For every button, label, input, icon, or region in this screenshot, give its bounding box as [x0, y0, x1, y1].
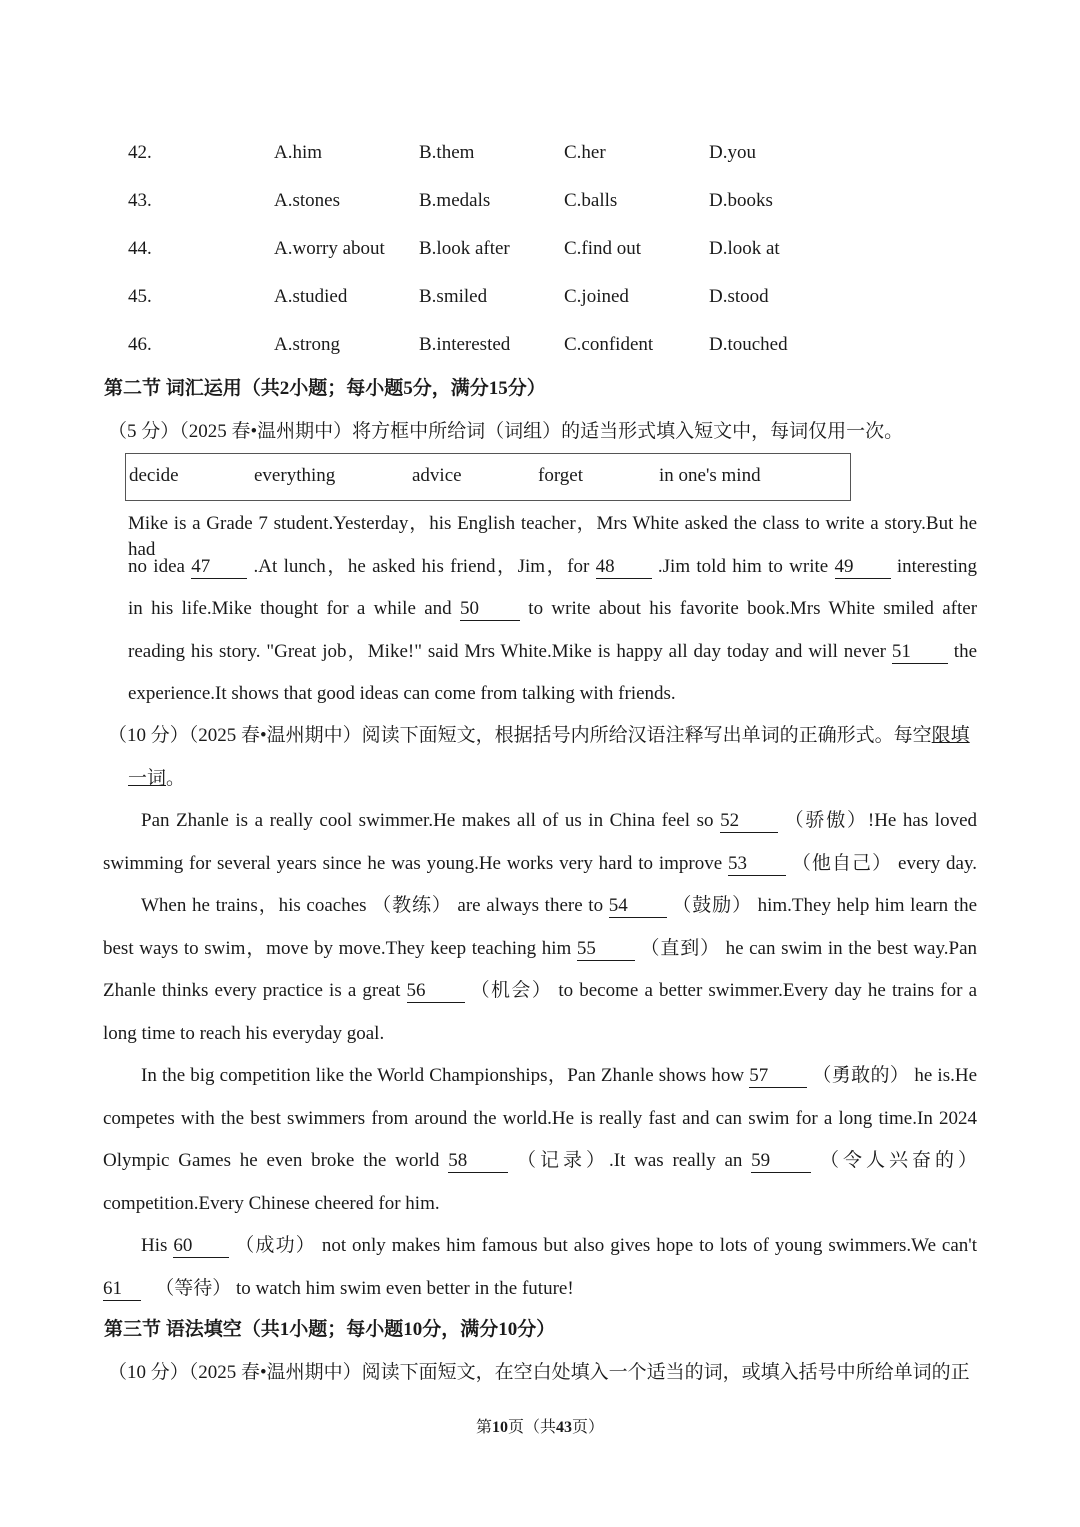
option-d: D.stood — [709, 286, 769, 307]
answer-blank[interactable]: 48 — [596, 556, 652, 579]
option-b: B.them — [419, 142, 475, 163]
option-row — [0, 140, 1080, 166]
word-option: everything — [254, 465, 336, 486]
section-heading: 第二节 词汇运用（共2小题；每小题5分，满分15分） — [104, 378, 546, 399]
word-option: in one's mind — [659, 465, 761, 486]
question-intro: （10 分）（2025 春•温州期中）阅读下面短文，根据括号内所给汉语注释写出单词的正确形式。每空限填 — [108, 725, 970, 746]
option-d: D.books — [709, 190, 773, 211]
option-row — [0, 188, 1080, 214]
option-c: C.balls — [564, 190, 618, 211]
option-c: C.joined — [564, 286, 629, 307]
passage-line: His 60 （成功） not only makes him famous but also gives hope to lots of young swimmers.We can't — [141, 1235, 978, 1256]
passage-line: no idea 47 .At lunch，he asked his friend，Jim，for 48 .Jim told him to write 49 interesting — [128, 556, 978, 577]
option-d: D.touched — [709, 334, 788, 355]
option-row — [0, 332, 1080, 358]
answer-blank[interactable]: 56 — [407, 980, 465, 1003]
word-option: forget — [538, 465, 584, 486]
question-number: 45. — [128, 286, 152, 307]
option-d: D.look at — [709, 238, 780, 259]
option-c: C.her — [564, 142, 606, 163]
question-number: 42. — [128, 142, 152, 163]
option-d: D.you — [709, 142, 756, 163]
word-box — [125, 453, 851, 501]
page-footer: 第10页（共43页） — [475, 1419, 605, 1436]
answer-blank[interactable]: 49 — [835, 556, 891, 579]
option-a: A.worry about — [274, 238, 385, 259]
question-number: 46. — [128, 334, 152, 355]
option-a: A.strong — [274, 334, 340, 355]
answer-blank[interactable]: 58 — [448, 1150, 508, 1173]
option-a: A.stones — [274, 190, 340, 211]
question-intro: （10 分）（2025 春•温州期中）阅读下面短文，在空白处填入一个适当的词，或填入括号中所给单词的正 — [108, 1362, 970, 1383]
answer-blank[interactable]: 57 — [749, 1065, 807, 1088]
answer-blank[interactable]: 52 — [720, 810, 778, 833]
passage-line: Zhanle thinks every practice is a great 56 （机会） to become a better swimmer.Every day he trains for a — [103, 980, 978, 1001]
passage-line: 61 （等待） to watch him swim even better in the future! — [103, 1278, 574, 1299]
section-heading: 第三节 语法填空（共1小题；每小题10分，满分10分） — [104, 1319, 556, 1340]
passage-line: When he trains，his coaches （教练） are always there to 54 （鼓励） him.They help him learn the — [141, 895, 978, 916]
option-b: B.look after — [419, 238, 510, 259]
question-number: 44. — [128, 238, 152, 259]
passage-line: In the big competition like the World Championships，Pan Zhanle shows how 57 （勇敢的） he is.He — [141, 1065, 978, 1086]
answer-blank[interactable]: 55 — [577, 938, 635, 961]
word-option: advice — [412, 465, 462, 486]
passage-line: Mike is a Grade 7 student.Yesterday，his English teacher，Mrs White asked the class to write a story.But he had — [128, 513, 977, 560]
option-a: A.studied — [274, 286, 348, 307]
option-c: C.confident — [564, 334, 654, 355]
passage-line: in his life.Mike thought for a while and 50 to write about his favorite book.Mrs White smiled after — [128, 598, 978, 619]
answer-blank[interactable]: 47 — [191, 556, 247, 579]
answer-blank[interactable]: 50 — [460, 598, 520, 621]
answer-blank[interactable]: 54 — [609, 895, 667, 918]
option-b: B.smiled — [419, 286, 488, 307]
option-b: B.interested — [419, 334, 511, 355]
answer-blank[interactable]: 59 — [751, 1150, 811, 1173]
question-number: 43. — [128, 190, 152, 211]
answer-blank[interactable]: 61 — [103, 1278, 141, 1301]
option-row — [0, 284, 1080, 310]
option-c: C.find out — [564, 238, 642, 259]
passage-line: swimming for several years since he was young.He works very hard to improve 53 （他自己） every day. — [103, 853, 977, 874]
passage-line: competition.Every Chinese cheered for him. — [103, 1193, 440, 1214]
question-intro: （5 分）（2025 春•温州期中）将方框中所给词（词组）的适当形式填入短文中，每词仅用一次。 — [108, 421, 904, 442]
answer-blank[interactable]: 51 — [892, 641, 948, 664]
passage-line: Pan Zhanle is a really cool swimmer.He makes all of us in China feel so 52 （骄傲）!He has loved — [141, 810, 977, 831]
answer-blank[interactable]: 60 — [173, 1235, 229, 1258]
question-intro-cont: 一词。 — [128, 768, 186, 789]
passage-line: Olympic Games he even broke the world 58 （记录）.It was really an 59 （令人兴奋的） — [103, 1150, 978, 1171]
passage-line: experience.It shows that good ideas can come from talking with friends. — [128, 683, 676, 704]
passage-line: best ways to swim，move by move.They keep teaching him 55 （直到） he can swim in the best way.Pan — [103, 938, 978, 959]
total-pages: 43 — [556, 1419, 572, 1436]
option-a: A.him — [274, 142, 323, 163]
passage-line: reading his story. "Great job，Mike!" said Mrs White.Mike is happy all day today and will never 51 the — [128, 641, 978, 662]
option-row — [0, 236, 1080, 262]
word-option: decide — [129, 465, 179, 486]
passage-line: competes with the best swimmers from around the world.He is really fast and can swim for a long time.In 2024 — [103, 1108, 977, 1129]
page-number: 10 — [491, 1419, 508, 1436]
passage-line: long time to reach his everyday goal. — [103, 1023, 385, 1044]
answer-blank[interactable]: 53 — [728, 853, 786, 876]
option-b: B.medals — [419, 190, 491, 211]
